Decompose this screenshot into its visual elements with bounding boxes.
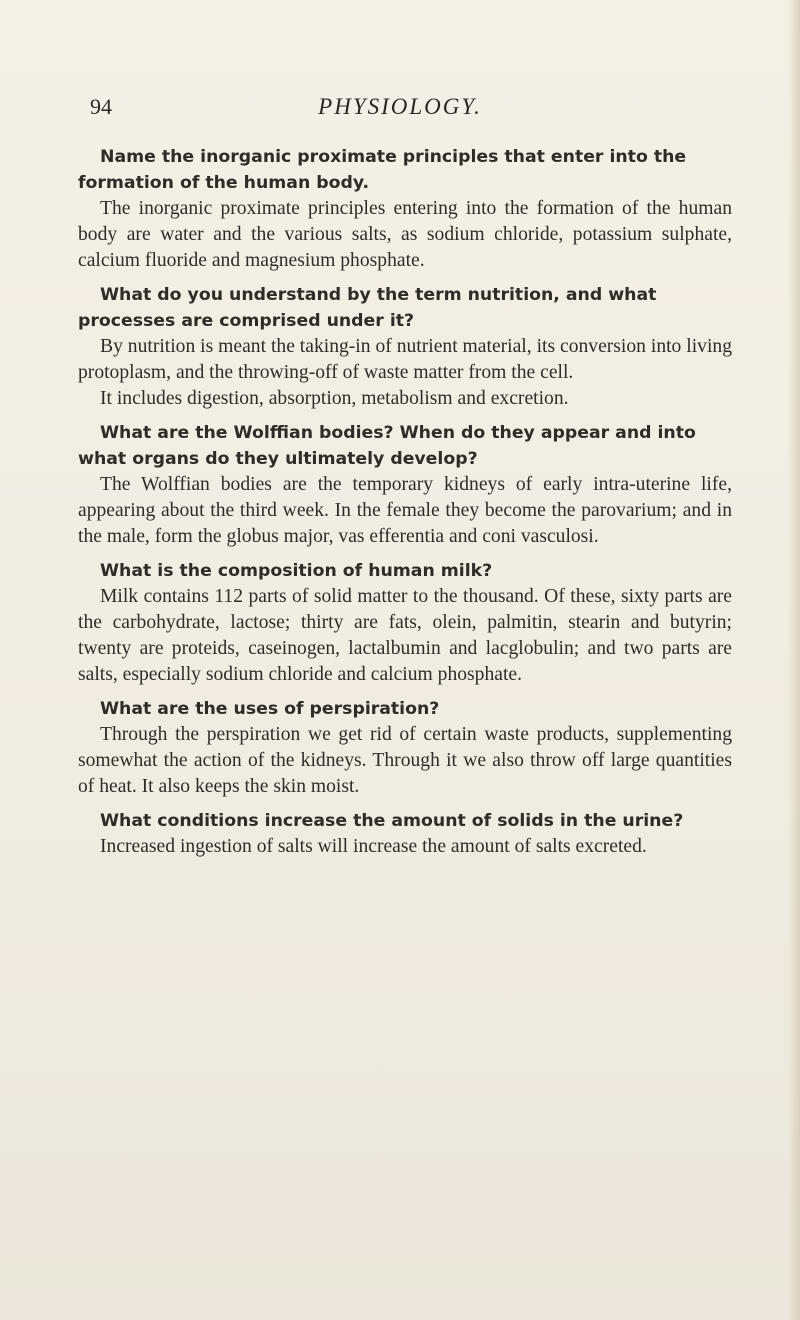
qa-section (78, 808, 732, 860)
question-heading: Name the inorganic proximate principles that enter into the formation of the human body. (78, 147, 687, 193)
question-heading: What is the composition of human milk? (100, 561, 493, 581)
running-head: PHYSIOLOGY. (318, 94, 482, 119)
answer-paragraph: The Wolffian bodies are the temporary kidneys of early intra-uterine life, appearing about the third week. In the female they become the parovarium; and in the male, form the globus major, vas efferentia and coni vasculosi. (78, 474, 732, 547)
qa-section (78, 420, 732, 550)
question-heading: What conditions increase the amount of solids in the urine? (100, 811, 684, 831)
question-heading: What are the uses of perspiration? (100, 699, 440, 719)
answer-paragraph: Increased ingestion of salts will increase the amount of salts excreted. (100, 836, 647, 857)
answer-paragraph: Milk contains 112 parts of solid matter to the thousand. Of these, sixty parts are the carbohydrate, lactose; thirty are fats, olein, palmitin, stearin and butyrin; twenty are proteids, caseinogen, lactalbumin and lacglobulin; and two parts are salts, especially sodium chloride and calcium phosphate. (78, 586, 732, 685)
qa-section (78, 282, 732, 412)
qa-section (78, 558, 732, 688)
answer-paragraph: The inorganic proximate principles entering into the formation of the human body are water and the various salts, as sodium chloride, potassium sulphate, calcium fluoride and magnesium phosphate. (78, 198, 732, 271)
page-edge-shadow (788, 0, 800, 1320)
qa-section (78, 144, 732, 274)
page-number: 94 (90, 94, 112, 119)
question-heading: What do you understand by the term nutrition, and what processes are comprised under it? (78, 285, 657, 331)
qa-section (78, 696, 732, 800)
question-heading: What are the Wolffian bodies? When do they appear and into what organs do they ultimately develop? (78, 423, 696, 469)
answer-paragraph: By nutrition is meant the taking-in of nutrient material, its conversion into living protoplasm, and the throwing-off of waste matter from the cell. (78, 336, 732, 383)
answer-paragraph: It includes digestion, absorption, metabolism and excretion. (100, 388, 569, 409)
page-header (0, 94, 800, 134)
answer-paragraph: Through the perspiration we get rid of certain waste products, supplementing somewhat the action of the kidneys. Through it we also throw off large quantities of heat. It also keeps the skin moist. (78, 724, 732, 797)
page-body (78, 144, 732, 860)
